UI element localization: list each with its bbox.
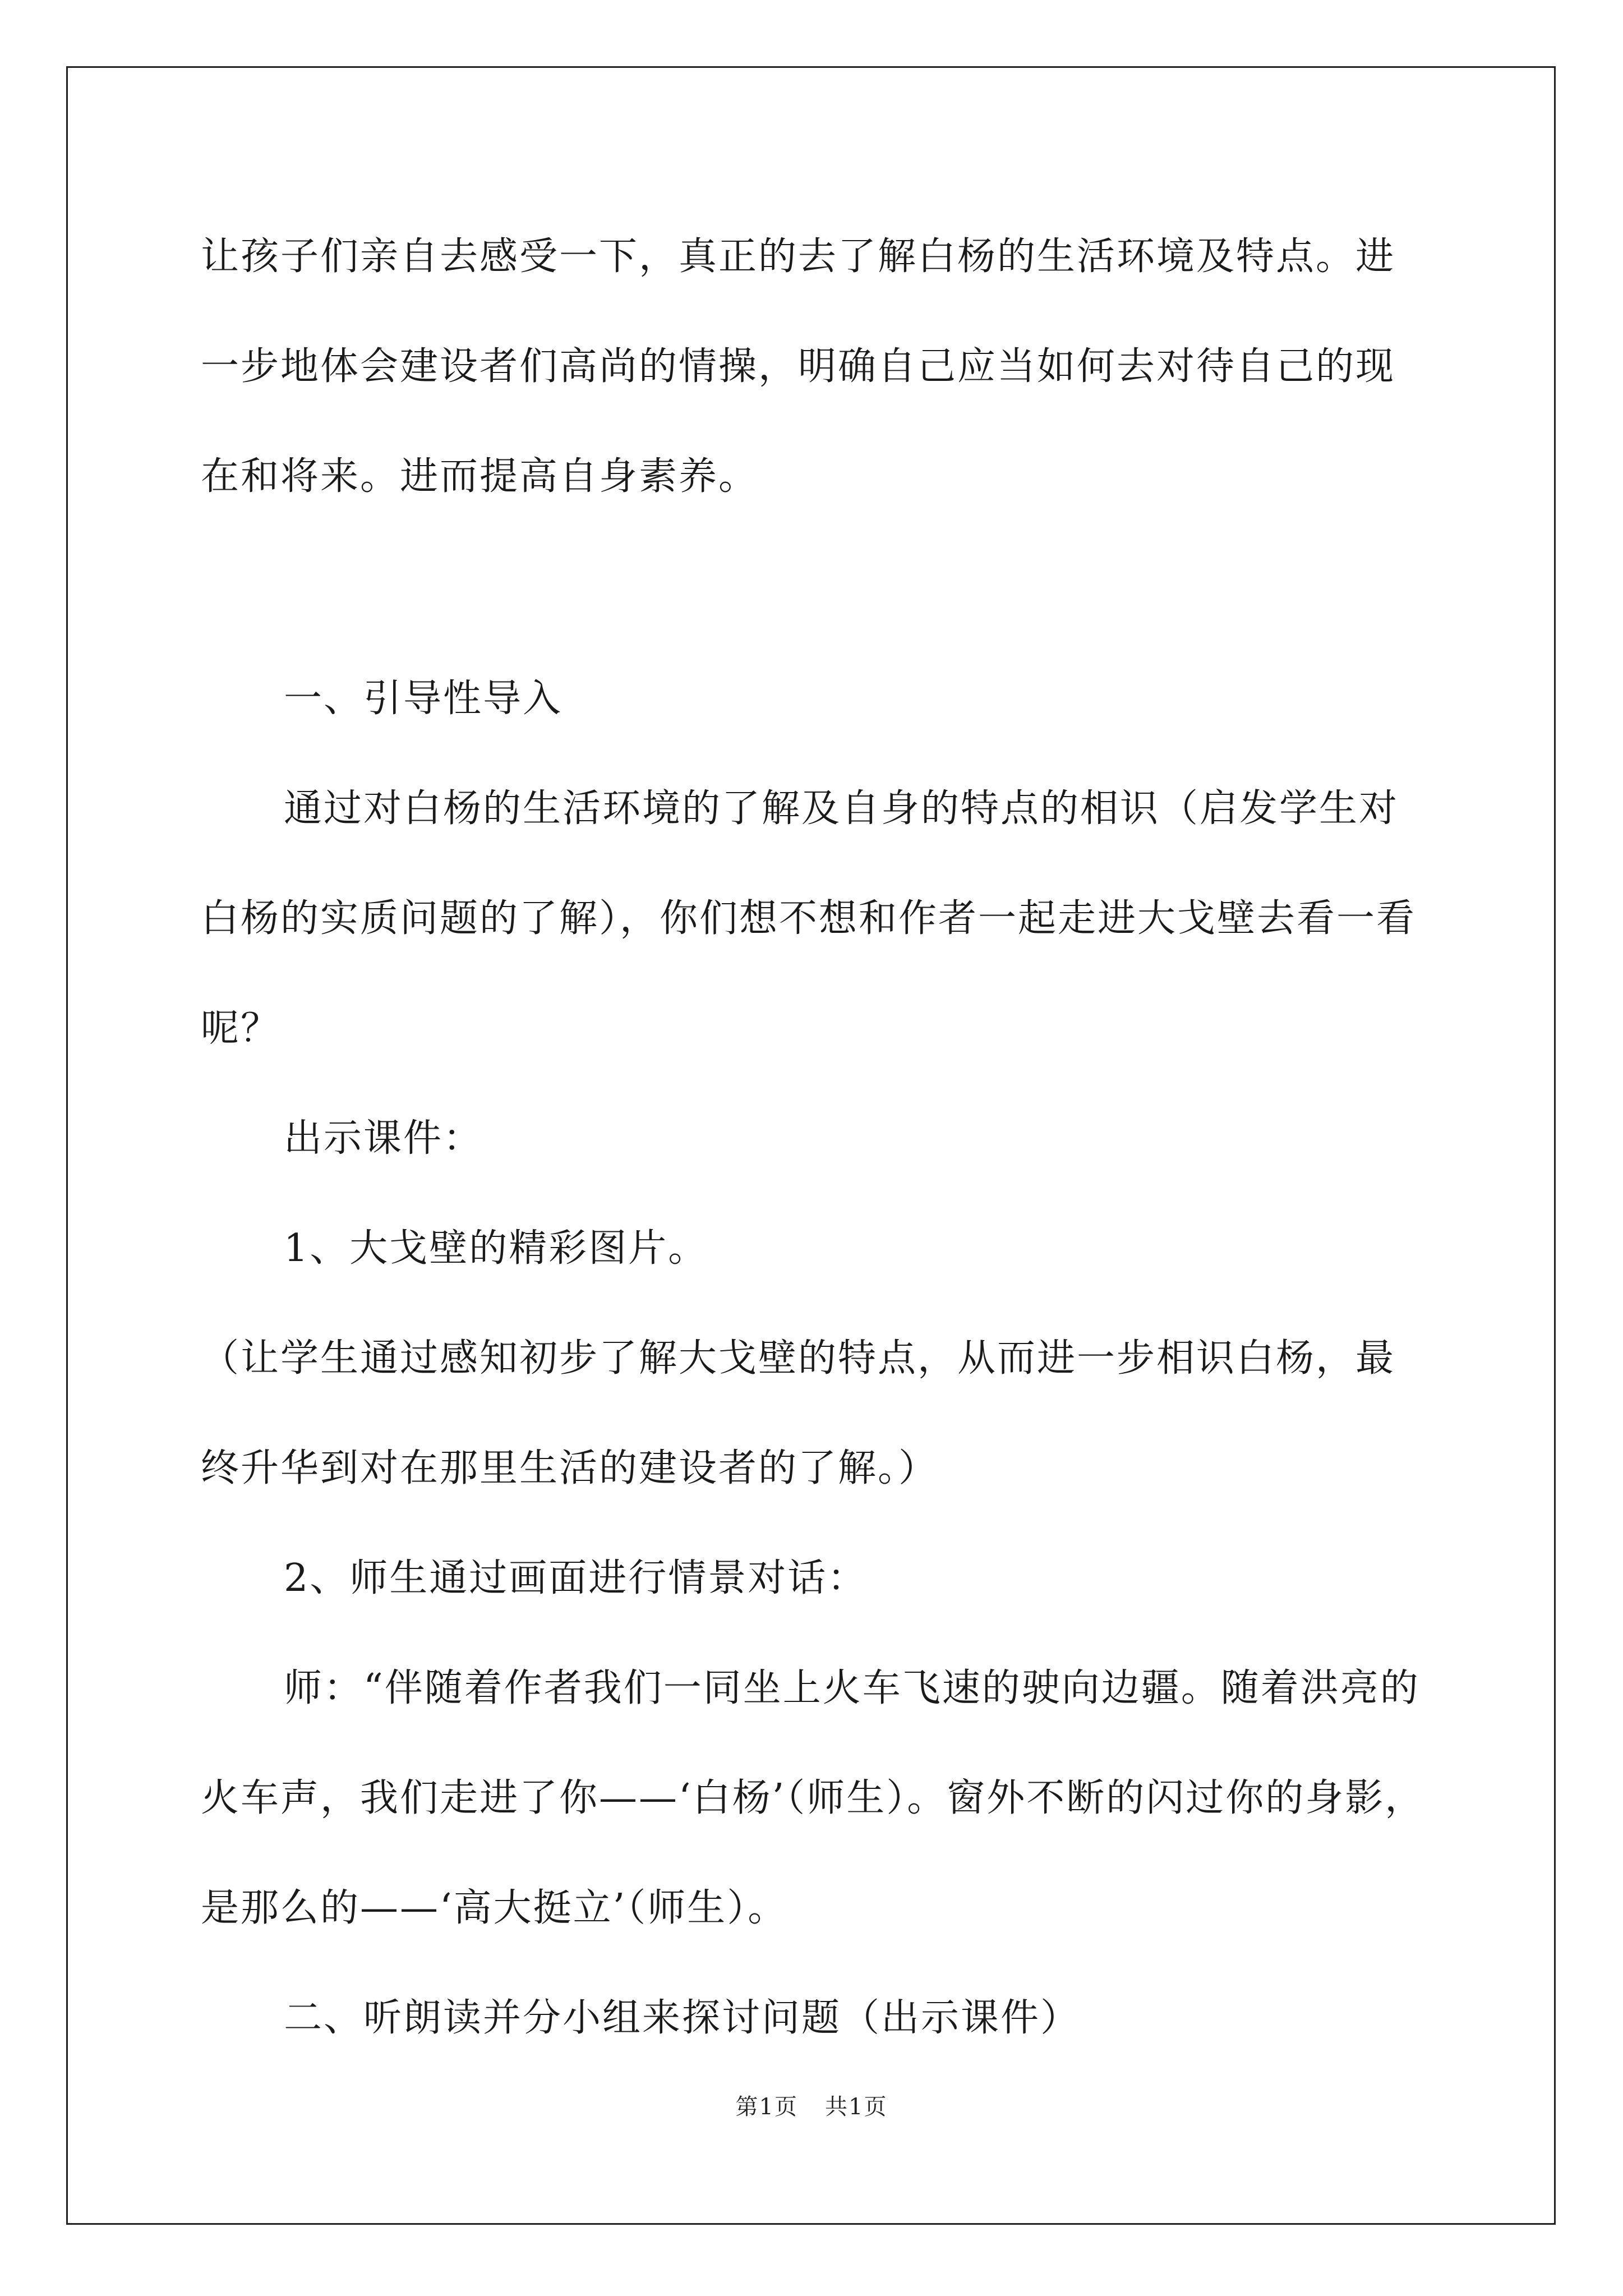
heading-section-one: 一、引导性导入: [284, 677, 563, 721]
paragraph-intro-continuation: 让孩子们亲自去感受一下，真正的去了解白杨的生活环境及特点。进一步地体会建设者们高尚的情操，明确自己应当如何去对待自己的现在和将来。进而提高自身素养。: [201, 234, 1396, 499]
paragraph-section-one-body: 通过对白杨的生活环境的了解及自身的特点的相识（启发学生对白杨的实质问题的了解），你们想不想和作者一起走进大戈壁去看一看呢？: [201, 786, 1417, 1051]
page-number-current: 第1页: [735, 2094, 798, 2120]
page-footer: [0, 2089, 1623, 2121]
list-item-2: 2、师生通过画面进行情景对话：: [284, 1556, 868, 1600]
heading-section-two: 二、听朗读并分小组来探讨问题（出示课件）: [284, 1996, 1081, 2040]
paragraph-note: （让学生通过感知初步了解大戈壁的特点，从而进一步相识白杨，最终升华到对在那里生活的建设者的了解。）: [201, 1336, 1396, 1490]
list-item-1: 1、大戈壁的精彩图片。: [284, 1226, 708, 1271]
paragraph-show-courseware: 出示课件：: [284, 1116, 483, 1161]
section-spacer: [201, 532, 1429, 644]
paragraph-teacher-dialogue: 师：“伴随着作者我们一同坐上火车飞速的驶向边疆。随着洪亮的火车声，我们走进了你——‘白杨’（师生）。窗外不断的闪过你的身影，是那么的——‘高大挺立’（师生）。: [201, 1666, 1425, 1930]
page-number-total: 共1页: [825, 2094, 888, 2120]
document-body: [201, 202, 1429, 2073]
